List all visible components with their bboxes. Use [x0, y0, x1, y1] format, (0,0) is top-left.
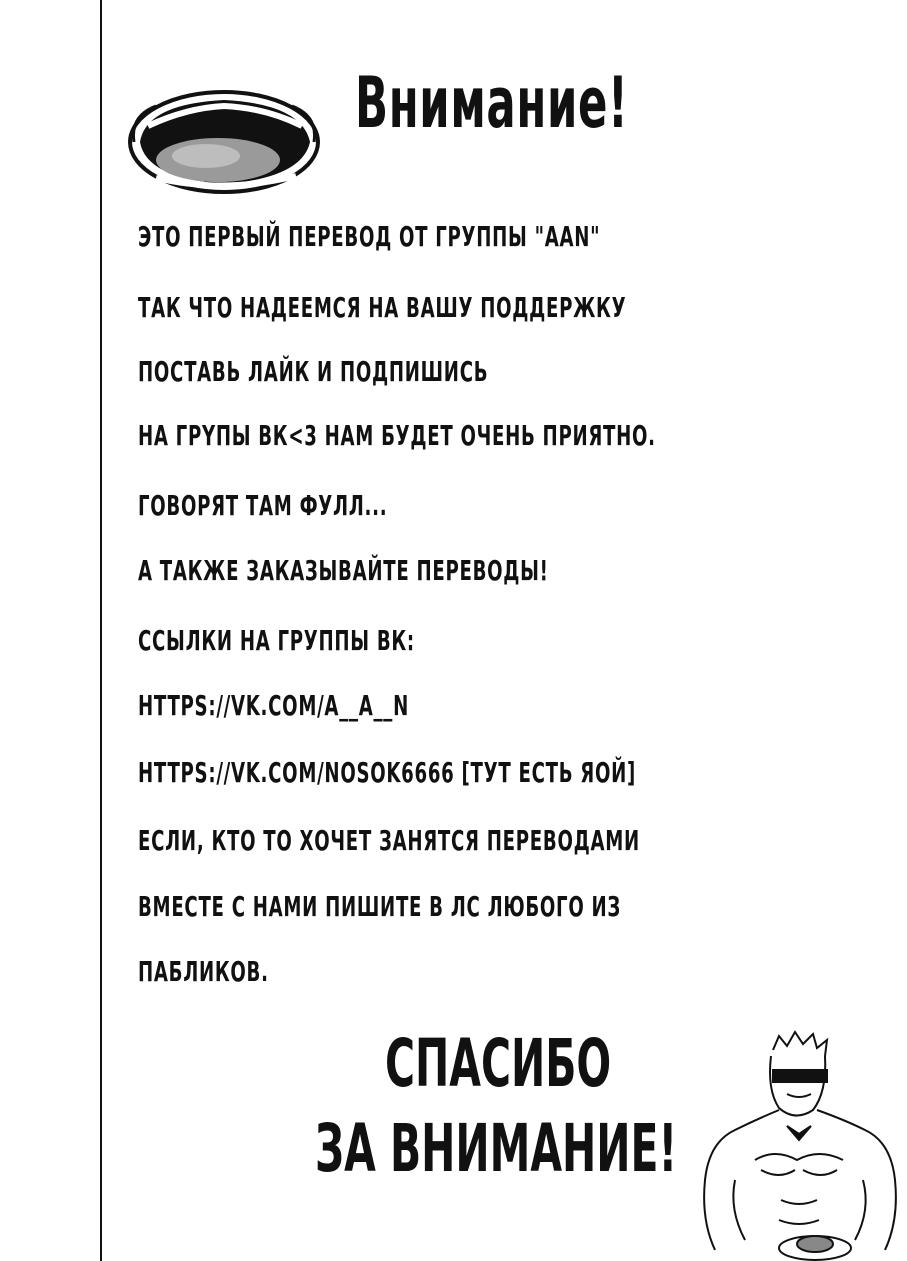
panel-border-line	[100, 0, 102, 1261]
vk-link-2[interactable]: HTTPS://VK.COM/NOSOK6666 [ТУТ ЕСТЬ ЯОЙ]	[138, 756, 637, 789]
thanks-line-1: СПАСИБО	[385, 1025, 612, 1102]
text-line-10: ЕСЛИ, КТО ТО ХОЧЕТ ЗАНЯТСЯ ПЕРЕВОДАМИ	[138, 824, 640, 857]
text-line-12: ПАБЛИКОВ.	[138, 955, 269, 988]
thanks-line-2: ЗА ВНИМАНИЕ!	[315, 1110, 678, 1187]
text-line-6: А ТАКЖЕ ЗАКАЗЫВАЙТЕ ПЕРЕВОДЫ!	[138, 554, 549, 587]
text-line-11: ВМЕСТЕ С НАМИ ПИШИТЕ В ЛС ЛЮБОГО ИЗ	[138, 890, 622, 923]
character-illustration	[695, 1030, 907, 1261]
text-line-7: ССЫЛКИ НА ГРУППЫ ВК:	[138, 624, 415, 657]
open-mouth-illustration	[126, 86, 322, 198]
text-line-1: ЭТО ПЕРВЫЙ ПЕРЕВОД ОТ ГРУППЫ "AAN"	[138, 220, 601, 253]
text-line-4: НА ГРYПЫ ВК<3 НАМ БУДЕТ ОЧЕНЬ ПРИЯТНО.	[138, 419, 656, 452]
page-title: Внимание!	[355, 62, 629, 144]
text-line-5: ГОВОРЯТ ТАМ ФУЛЛ...	[138, 489, 388, 522]
text-line-2: ТАК ЧТО НАДЕЕМСЯ НА ВАШУ ПОДДЕРЖКУ	[138, 291, 627, 324]
vk-link-1[interactable]: HTTPS://VK.COM/A__A__N	[138, 689, 409, 722]
text-line-3: ПОСТАВЬ ЛАЙК И ПОДПИШИСЬ	[138, 355, 489, 388]
